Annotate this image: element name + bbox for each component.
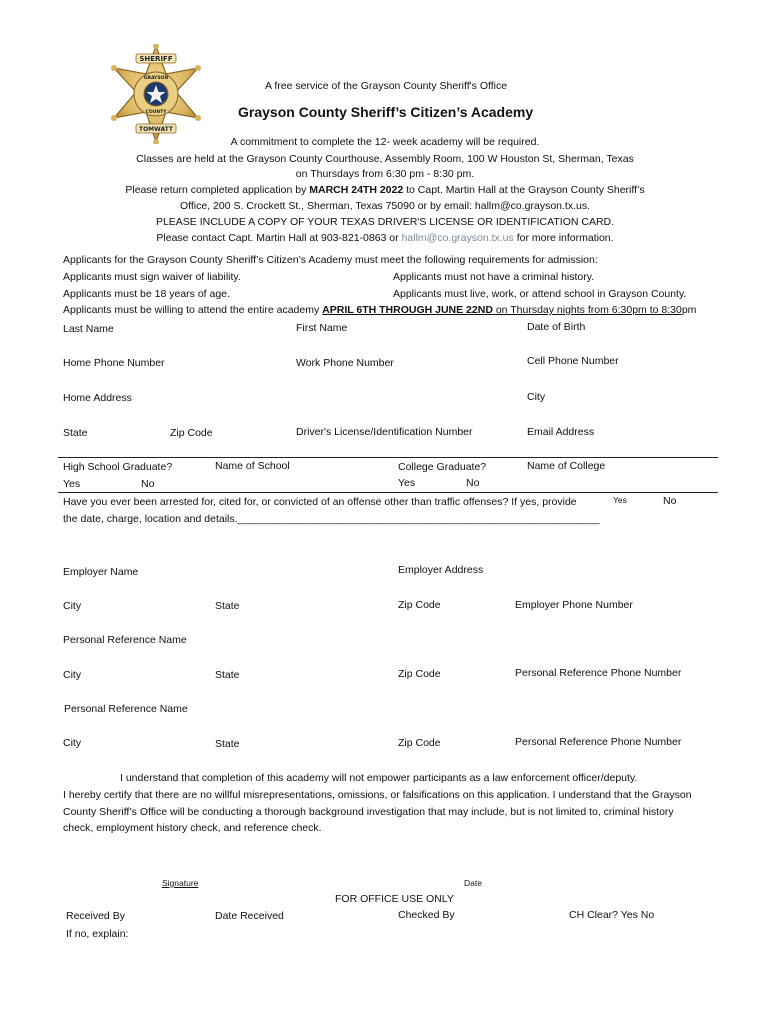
ref1-zip-label[interactable]: Zip Code xyxy=(398,668,441,680)
header-line-7-post: for more information. xyxy=(513,232,614,244)
ref2-zip-label[interactable]: Zip Code xyxy=(398,737,441,749)
dl-label[interactable]: Driver's License/Identification Number xyxy=(296,426,473,438)
certification-line-1: I understand that completion of this academy will not empower participants as a law enforcement officer/deputy. xyxy=(120,772,638,784)
date-label[interactable]: Date xyxy=(464,878,482,888)
employer-city-label[interactable]: City xyxy=(63,600,82,612)
badge-word-text: COUNTY xyxy=(145,110,167,115)
service-line: A free service of the Grayson County Sheriff's Office xyxy=(265,80,508,92)
requirement-5-pre: Applicants must be willing to attend the entire academy xyxy=(63,304,323,316)
ref1-state-label[interactable]: State xyxy=(215,669,240,681)
ch-clear-label: CH Clear? Yes No xyxy=(569,909,655,921)
college-no-option[interactable]: No xyxy=(466,477,480,489)
arrest-yes-option[interactable]: Yes xyxy=(613,495,627,505)
header-line-4 xyxy=(60,184,710,196)
certification-line-2: I hereby certify that there are no willful misrepresentations, omissions, or falsifications on this application. I understand that the Grayson xyxy=(63,789,692,801)
deadline-date: MARCH 24TH 2022 xyxy=(309,184,404,196)
received-by-label: Received By xyxy=(66,910,125,922)
header-line-4-pre: Please return completed application by xyxy=(125,184,310,196)
home-phone-label[interactable]: Home Phone Number xyxy=(63,357,165,369)
requirement-5 xyxy=(63,304,696,316)
ref2-state-label[interactable]: State xyxy=(215,738,240,750)
requirement-3: Applicants must be 18 years of age. xyxy=(63,288,230,300)
ref2-phone-label[interactable]: Personal Reference Phone Number xyxy=(515,736,682,748)
office-use-heading: FOR OFFICE USE ONLY xyxy=(335,893,454,905)
date-received-label: Date Received xyxy=(215,910,284,922)
signature-label[interactable]: Signature xyxy=(162,878,199,888)
zip-label[interactable]: Zip Code xyxy=(170,427,213,439)
ref1-name-label[interactable]: Personal Reference Name xyxy=(63,634,187,646)
section-divider-top xyxy=(58,457,718,458)
employer-zip-label[interactable]: Zip Code xyxy=(398,599,441,611)
first-name-label[interactable]: First Name xyxy=(296,322,348,334)
state-label[interactable]: State xyxy=(63,427,88,439)
last-name-label[interactable]: Last Name xyxy=(63,323,114,335)
requirement-4: Applicants must live, work, or attend school in Grayson County. xyxy=(393,288,687,300)
employer-address-label[interactable]: Employer Address xyxy=(398,564,484,576)
checked-by-label: Checked By xyxy=(398,909,455,921)
badge-top-text: SHERIFF xyxy=(139,55,173,63)
page-title: Grayson County Sheriff’s Citizen’s Academy xyxy=(238,104,534,120)
school-name-label[interactable]: Name of School xyxy=(215,460,290,472)
hs-no-option[interactable]: No xyxy=(141,478,155,490)
ref1-city-label[interactable]: City xyxy=(63,669,82,681)
college-name-label[interactable]: Name of College xyxy=(527,460,606,472)
if-no-explain-label: If no, explain: xyxy=(66,928,129,940)
section-divider-bottom xyxy=(58,492,718,493)
arrest-details-line[interactable]: the date, charge, location and details.______________________________________________________________ xyxy=(63,513,600,525)
academy-dates: APRIL 6TH THROUGH JUNE 22ND xyxy=(322,304,493,316)
sheriff-badge-logo xyxy=(108,44,204,144)
cell-phone-label[interactable]: Cell Phone Number xyxy=(527,355,619,367)
header-line-1: A commitment to complete the 12- week academy will be required. xyxy=(230,136,540,148)
college-yes-option[interactable]: Yes xyxy=(398,477,416,489)
hs-yes-option[interactable]: Yes xyxy=(63,478,81,490)
badge-county-text: GRAYSON xyxy=(143,76,169,81)
college-graduate-label: College Graduate? xyxy=(398,461,487,473)
email-label[interactable]: Email Address xyxy=(527,426,595,438)
employer-phone-label[interactable]: Employer Phone Number xyxy=(515,599,633,611)
requirements-intro: Applicants for the Grayson County Sheriff’s Citizen’s Academy must meet the following requirements for admission: xyxy=(63,254,598,266)
certification-line-3: County Sheriff’s Office will be conducting a thorough background investigation that may include, but is not limited to, criminal history xyxy=(63,806,674,818)
badge-bottom-text: TOMWATT xyxy=(138,126,174,133)
city-label[interactable]: City xyxy=(527,391,546,403)
arrest-no-option[interactable]: No xyxy=(663,495,677,507)
header-line-4-post: to Capt. Martin Hall at the Grayson County Sheriff’s xyxy=(403,184,645,196)
home-address-label[interactable]: Home Address xyxy=(63,392,132,404)
header-line-3: on Thursdays from 6:30 pm - 8:30 pm. xyxy=(295,168,475,180)
employer-state-label[interactable]: State xyxy=(215,600,240,612)
ref2-name-label[interactable]: Personal Reference Name xyxy=(64,703,188,715)
requirement-5-end: pm xyxy=(681,304,697,316)
hs-graduate-label: High School Graduate? xyxy=(63,461,173,473)
requirement-1: Applicants must sign waiver of liability. xyxy=(63,271,241,283)
academy-times: on Thursday nights from 6:30pm to 8:30 xyxy=(492,304,682,316)
header-line-6: PLEASE INCLUDE A COPY OF YOUR TEXAS DRIVER'S LICENSE OR IDENTIFICATION CARD. xyxy=(155,216,615,228)
header-line-5: Office, 200 S. Crockett St., Sherman, Texas 75090 or by email: hallm@co.grayson.tx.us. xyxy=(179,200,591,212)
contact-email-link[interactable]: hallm@co.grayson.tx.us xyxy=(401,232,514,244)
certification-line-4: check, employment history check, and reference check. xyxy=(63,822,322,834)
dob-label[interactable]: Date of Birth xyxy=(527,321,586,333)
requirement-2: Applicants must not have a criminal history. xyxy=(393,271,595,283)
work-phone-label[interactable]: Work Phone Number xyxy=(296,357,394,369)
ref1-phone-label[interactable]: Personal Reference Phone Number xyxy=(515,667,682,679)
arrest-question: Have you ever been arrested for, cited for, or convicted of an offense other than traffic offenses? If yes, provide xyxy=(63,496,577,508)
employer-name-label[interactable]: Employer Name xyxy=(63,566,139,578)
header-line-2: Classes are held at the Grayson County Courthouse, Assembly Room, 100 W Houston St, Sherman, Texas xyxy=(136,153,634,165)
header-line-7 xyxy=(60,232,710,244)
header-line-7-pre: Please contact Capt. Martin Hall at 903-821-0863 or xyxy=(156,232,402,244)
ref2-city-label[interactable]: City xyxy=(63,737,82,749)
